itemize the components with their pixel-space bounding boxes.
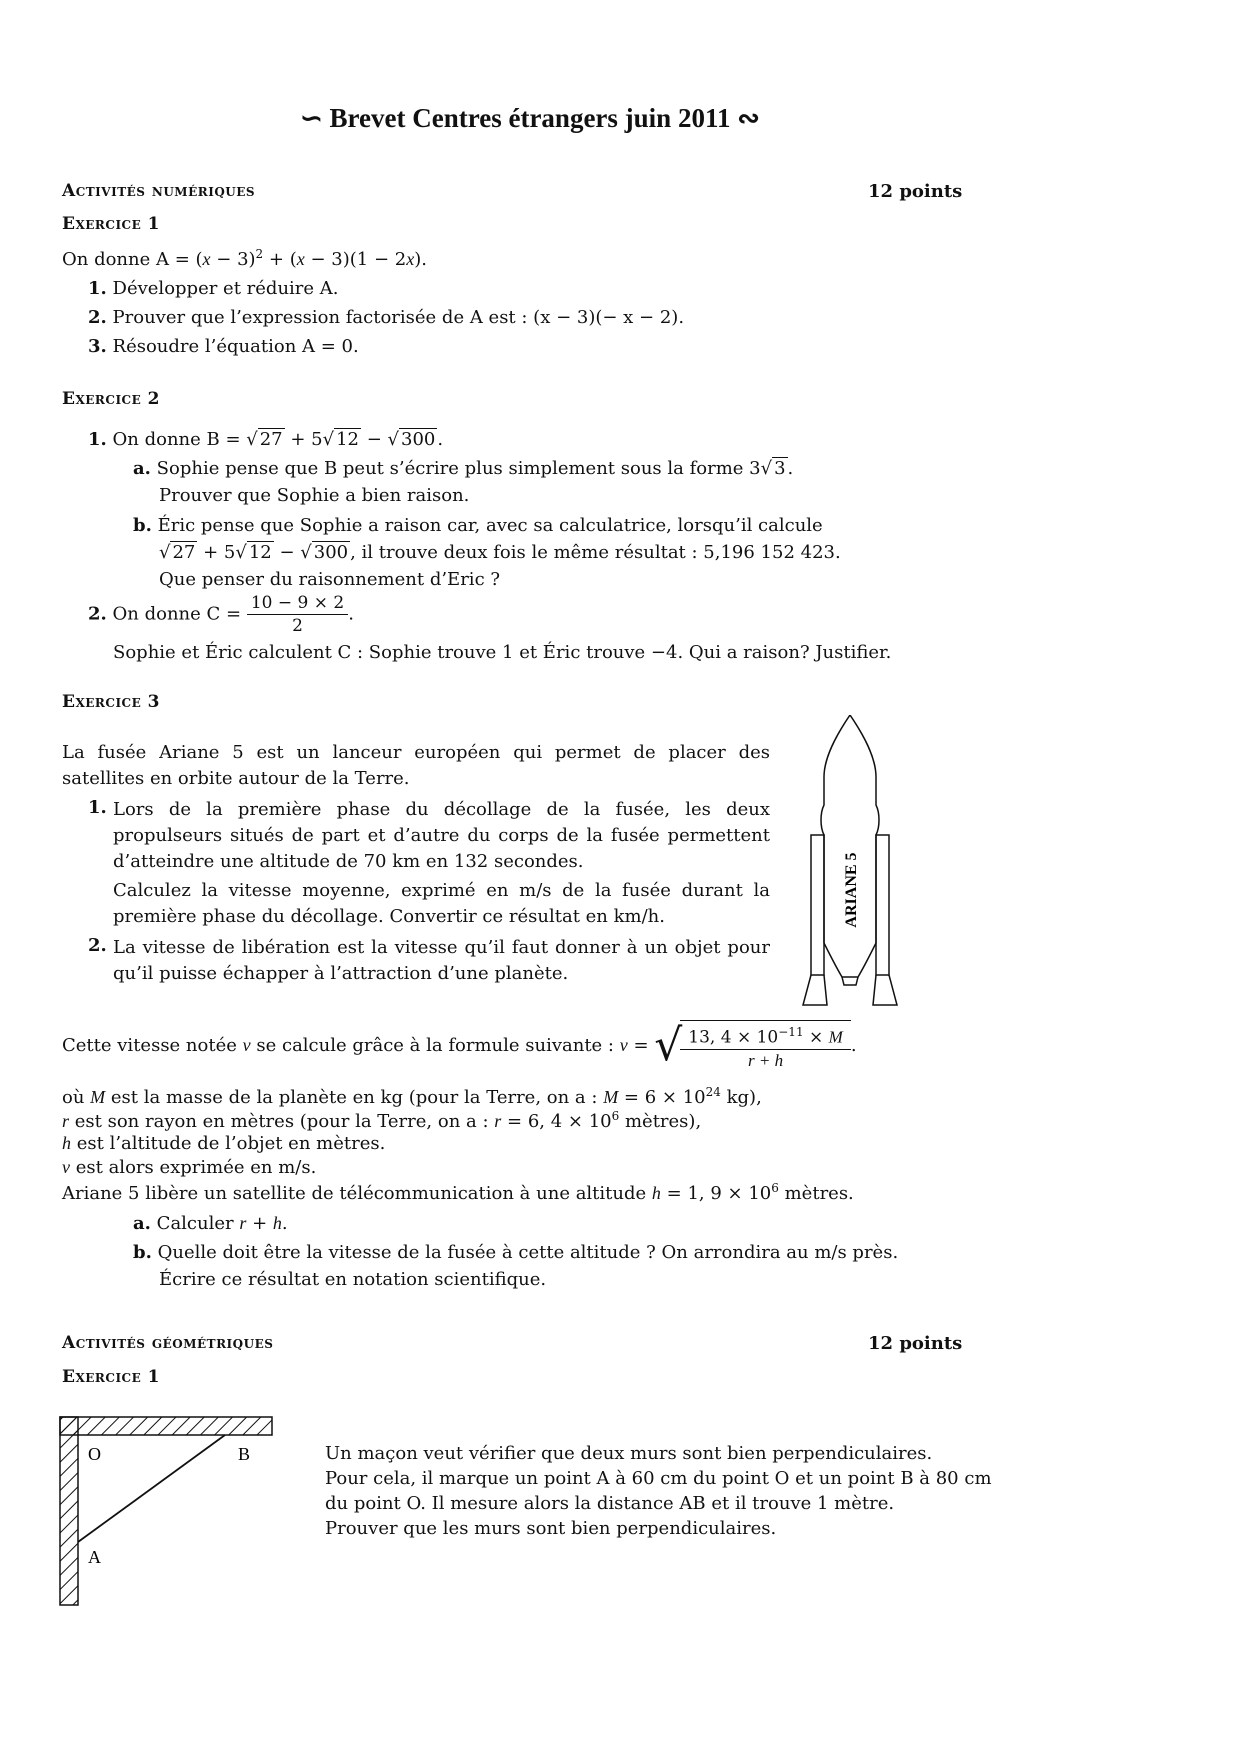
problem-text: Un maçon veut vérifier que deux murs sont bien perpendiculaires. <box>325 1443 933 1464</box>
exercise-intro: La fusée Ariane 5 est un lanceur européen qui permet de placer des satellites en orbite autour de la Terre. <box>62 742 770 789</box>
exercise-heading: Exercice 3 <box>62 692 160 712</box>
exercise-heading: Exercice 1 <box>62 214 160 234</box>
question-item: b. Éric pense que Sophie a raison car, avec sa calculatrice, lorsqu’il calcule <box>133 515 823 536</box>
problem-text: Prouver que les murs sont bien perpendiculaires. <box>325 1518 777 1539</box>
question-text: Calculez la vitesse moyenne, exprimé en m/s de la fusée durant la première phase du décollage. Convertir ce résultat en km/h. <box>113 880 770 927</box>
question-item: a. Sophie pense que B peut s’écrire plus simplement sous la forme 3√ 3 . <box>133 458 794 479</box>
exercise-intro: On donne $A = (x - 3)^2 + (x - 3)(1 - 2x)$. <box>62 247 427 270</box>
question-item: a. Calculer r + h. <box>133 1213 288 1234</box>
rocket-label: ARIANE 5 <box>843 852 860 928</box>
definition-line: r est son rayon en mètres (pour la Terre, on a : r = 6, $4 \times 10^6$ mètres), <box>62 1109 702 1132</box>
question-item: 1. On donne B = √ 27 + 5√ 12 − √ 300 . <box>88 429 444 450</box>
rocket-figure <box>800 715 900 1015</box>
exercise-heading: Exercice 1 <box>62 1367 160 1387</box>
question-text: Prouver que Sophie a bien raison. <box>159 485 470 506</box>
section-points-geometric: 12 points <box>868 1333 963 1354</box>
exercise-heading: Exercice 2 <box>62 389 160 409</box>
question-item: b. Quelle doit être la vitesse de la fusée à cette altitude ? On arrondira au m/s près. <box>133 1242 899 1263</box>
problem-text: Pour cela, il marque un point A à 60 cm du point O et un point B à 80 cm <box>325 1468 992 1489</box>
question-text: La vitesse de libération est la vitesse qu’il faut donner à un objet pour qu’il puisse échapper à l’attraction d’une planète. <box>113 937 770 984</box>
question-number: 2. <box>88 935 107 956</box>
question-text: Écrire ce résultat en notation scientifique. <box>159 1269 547 1290</box>
question-text: Sophie et Éric calculent C : Sophie trouve 1 et Éric trouve −4. Qui a raison? Justifier. <box>113 642 892 663</box>
section-heading-geometric: Activités géométriques <box>62 1333 274 1353</box>
question-item: 2. Prouver que l’expression factorisée de A est : (x − 3)(− x − 2). <box>88 307 685 328</box>
question-text: Que penser du raisonnement d’Eric ? <box>159 569 501 590</box>
question-text: Lors de la première phase du décollage de la fusée, les deux propulseurs situés de part et d’autre du corps de la fusée permettent d’atteindre une altitude de 70 km en 132 secondes. <box>113 799 770 872</box>
point-label-b: B <box>238 1444 251 1464</box>
definition-line: où M est la masse de la planète en kg (pour la Terre, on a : $M = 6 \times 10^{24}$ kg), <box>62 1085 762 1108</box>
definition-line: Ariane 5 libère un satellite de télécommunication à une altitude h = 1, $9 \times 10^6$ mètres. <box>62 1181 854 1204</box>
formula-line: Cette vitesse notée v se calcule grâce à la formule suivante : v = √ $\frac{13, 4 \times 10^{-11} \times M}{r + h}$ . <box>62 1019 857 1071</box>
section-heading-numeric: Activités numériques <box>62 181 256 201</box>
page-title: ∽ Brevet Centres étrangers juin 2011 ∾ <box>300 103 760 133</box>
question-item: 1. Développer et réduire A. <box>88 278 339 299</box>
question-text: √ 27 + 5√ 12 − √ 300 , il trouve deux fois le même résultat : 5,196 152 423. <box>159 542 841 563</box>
point-label-o: O <box>88 1444 101 1464</box>
point-label-a: A <box>88 1547 101 1567</box>
problem-text: du point O. Il mesure alors la distance AB et il trouve 1 mètre. <box>325 1493 895 1514</box>
definition-line: h est l’altitude de l’objet en mètres. <box>62 1133 386 1154</box>
definition-line: v est alors exprimée en m/s. <box>62 1157 317 1178</box>
question-item: 3. Résoudre l’équation A = 0. <box>88 336 359 357</box>
question-item: 2. On donne C = $\frac{10 - 9 \times 2}{2}$ . <box>88 593 354 636</box>
section-points-numeric: 12 points <box>868 181 963 202</box>
walls-figure <box>55 1410 285 1610</box>
question-number: 1. <box>88 797 107 818</box>
